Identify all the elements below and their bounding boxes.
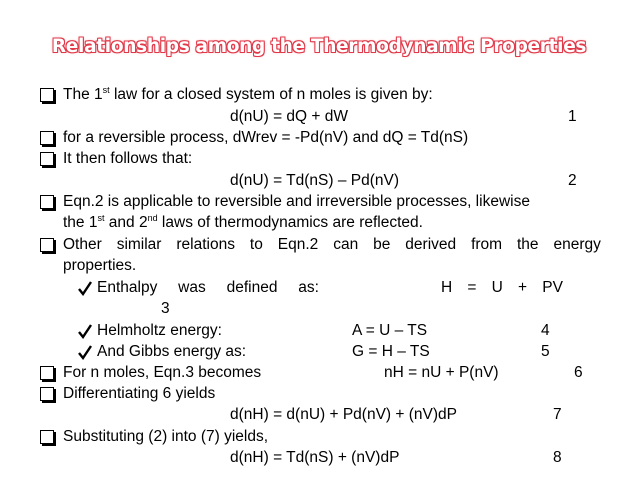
checkmark-icon: [78, 280, 92, 296]
justified-text-line: [63, 236, 601, 254]
symbol: =: [467, 279, 477, 296]
text: law for a closed system of n moles is given by:: [109, 86, 433, 103]
word: be: [373, 236, 391, 253]
word: derived: [405, 236, 457, 253]
text-line: For n moles, Eqn.3 becomes: [63, 364, 262, 381]
equation-number: 5: [541, 343, 550, 360]
word: to: [249, 236, 263, 253]
word: defined: [226, 279, 278, 296]
square-bullet-icon: [40, 430, 54, 444]
equation-number: 7: [553, 406, 562, 423]
text-line: for a reversible process, dWrev = -Pd(nV) and dQ = Td(nS): [63, 129, 469, 146]
equation-5: G = H – TS: [352, 343, 430, 360]
text-line: It then follows that:: [63, 150, 193, 167]
text-line: And Gibbs energy as:: [97, 343, 247, 360]
square-bullet-icon: [40, 366, 54, 380]
text-line: Substituting (2) into (7) yields,: [63, 428, 269, 445]
text-line: properties.: [63, 257, 137, 274]
justified-text-line: [97, 279, 319, 297]
symbol: H: [441, 279, 453, 296]
checkmark-icon: [78, 323, 92, 339]
text-line: [63, 214, 423, 232]
square-bullet-icon: [40, 88, 54, 102]
word: can: [333, 236, 359, 253]
text: and 2: [104, 214, 148, 231]
word: was: [178, 279, 206, 296]
square-bullet-icon: [40, 131, 54, 145]
word: Enthalpy: [97, 279, 158, 296]
text-line: Helmholtz energy:: [97, 322, 222, 339]
symbol: +: [518, 279, 528, 296]
equation-number: 2: [568, 172, 577, 189]
word: Eqn.2: [277, 236, 319, 253]
word: Other: [63, 236, 102, 253]
superscript: st: [102, 85, 110, 95]
equation-number: 8: [553, 449, 562, 466]
text: laws of thermodynamics are reflected.: [157, 214, 423, 231]
equation-3: [441, 279, 563, 297]
equation-number: 3: [161, 300, 170, 317]
word: from: [471, 236, 503, 253]
square-bullet-icon: [40, 238, 54, 252]
equation-number: 4: [541, 322, 550, 339]
equation-1: d(nU) = dQ + dW: [230, 108, 349, 125]
word: as:: [298, 279, 319, 296]
text-line: Eqn.2 is applicable to reversible and irreversible processes, likewise: [63, 193, 530, 210]
square-bullet-icon: [40, 152, 54, 166]
text-line: [63, 86, 433, 104]
symbol: PV: [542, 279, 563, 296]
square-bullet-icon: [40, 387, 54, 401]
word: relations: [176, 236, 235, 253]
superscript: st: [97, 213, 105, 223]
equation-4: A = U – TS: [352, 322, 428, 339]
text-line: Differentiating 6 yields: [63, 385, 216, 402]
superscript: nd: [147, 213, 158, 223]
equation-number: 6: [574, 364, 583, 381]
checkmark-icon: [78, 344, 92, 360]
equation-6: nH = nU + P(nV): [384, 364, 499, 381]
square-bullet-icon: [40, 195, 54, 209]
word: the: [516, 236, 539, 253]
text: the 1: [63, 214, 98, 231]
equation-2: d(nU) = Td(nS) – Pd(nV): [230, 172, 399, 189]
text: The 1: [63, 86, 103, 103]
word: similar: [116, 236, 162, 253]
equation-8: d(nH) = Td(nS) + (nV)dP: [230, 449, 400, 466]
word: energy: [553, 236, 601, 253]
slide-title: Relationships among the Thermodynamic Properties: [51, 36, 587, 57]
symbol: U: [491, 279, 503, 296]
equation-7: d(nH) = d(nU) + Pd(nV) + (nV)dP: [230, 406, 457, 423]
equation-number: 1: [568, 108, 577, 125]
